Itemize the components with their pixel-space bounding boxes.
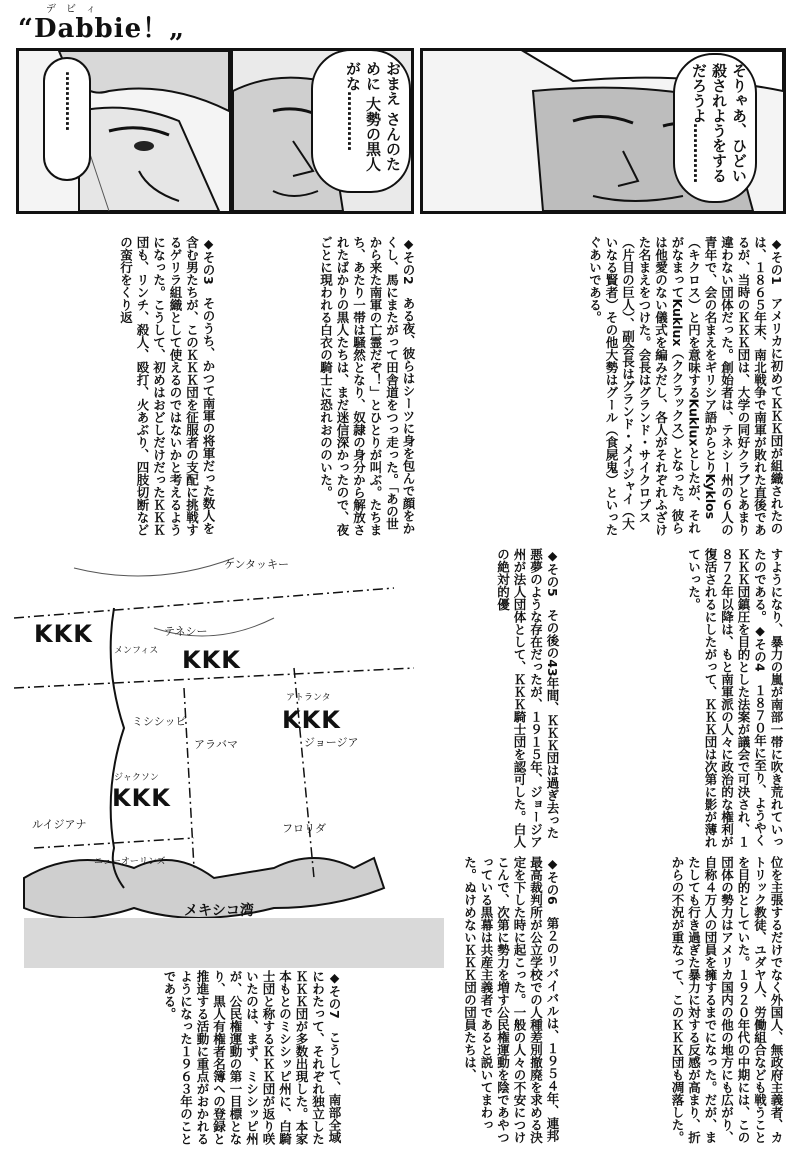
map-label-atlanta: アトランタ (286, 693, 331, 703)
speech-bubble-middle: おまえ さんのために 大勢の黒人 がな………… (311, 49, 411, 193)
text-column-3: ◆その3 そのうち、かつて南軍の将軍だった数人を含む男たちが、このＫＫＫ団を征服者の支配に挑戦するゲリラ組織として使えるのではないかと考えるようになった。こうして、初めはおどしだけだったＫＫＫ団も、リンチ、殺人、殴打、火あぶり、四肢切断などの蛮行をくり返 (118, 236, 216, 536)
map-label-tennessee: テネシー (164, 625, 208, 638)
map-label-kentucky: ケンタッキー (224, 558, 290, 571)
map-label-jackson: ジャクソン (114, 773, 159, 783)
text-column-1: ◆その1 アメリカに初めてＫＫＫ団が組織されたのは、１８６５年末、南北戦争で南軍が敗れた直後であるが、当時のＫＫＫ団は、大学の同好クラブとあまり違わない団体だった。創始者は、テネシー州の６人の青年で、会の名まえをギリシア語からとりKyklos（キクロス）と円を意味するKukluxとしたが、それがなまってKuklux（ククラックス）となった。彼らは他愛のない儀式を編みだし、各人がそれぞれふざけた名まえをつけた。会長はグランド・サイクロプス（片目の巨人）、副会長はグランド・メイジャイ（大いなる賢者）その他大勢はグール（食屍鬼）といったぐあいである。 (587, 236, 784, 536)
page-title: “Dabbie！„ (18, 14, 186, 44)
text-column-8: ◆その7 こうして、南部全域にわたって、それぞれ独立したＫＫＫ団が多数出現した。本家本もとのミシシッピ州に、白騎士団と称するＫＫＫ団が返り咲いたのは、まず、ミシシッピ州が、公民権運動の第一目標となり、黒人有権者名簿への登録と推進する活動に重点がおかれるようになった１９６３年のことである。 (162, 970, 342, 1145)
comic-panel-middle (230, 48, 414, 214)
speech-bubble-left: ………… (43, 57, 91, 181)
text-column-7: ◆その6 第２のリバイバルは、１９５４年、連邦最高裁判所が公立学校での人種差別撤廃を求める決定を下した時に起こった。一般の人々の不安につけこんで、次第に勢力を増す公民権運動を陰であやつっている黒幕は共産主義者であると説いてまわった。ぬけめないＫＫＫ団の団員たちは、 (462, 856, 560, 1144)
kkk-marker-west: KKK (34, 620, 93, 648)
map-label-new-orleans: ニューオーリンズ (94, 857, 166, 867)
speech-bubble-right: そりゃあ、ひどい 殺されようをする だろうよ………… (673, 53, 757, 203)
text-column-5: ◆その5 その後の43年間、ＫＫＫ団は過ぎ去った悪夢のような存在だったが、１９１５年、ジョージア州が法人団体として、ＫＫＫ騎士団を認可した。白人の絶対的優 (495, 548, 560, 848)
map-label-georgia: ジョージア (304, 736, 359, 749)
kkk-marker-atlanta: KKK (282, 706, 341, 734)
map-label-florida: フロリダ (282, 822, 326, 835)
map-label-gulf: メキシコ湾 (184, 903, 254, 919)
map-label-louisiana: ルイジアナ (32, 818, 87, 831)
title-ruby: デビィ (46, 4, 106, 15)
text-column-4: すようになり、暴力の嵐が南部一帯に吹き荒れていったのである。◆その4 １８７０年に至り、ようやくＫＫＫ団鎮圧を目的とした法案が議会で可決され、１８７２年以降は、もと南軍派の人々に政治的な権利が復活されるにしたがって、ＫＫＫ団は次第に影が薄れていった。 (686, 548, 784, 848)
comic-panel-right (420, 48, 786, 214)
kkk-marker-jackson: KKK (112, 784, 171, 812)
map-label-memphis: メンフィス (114, 646, 159, 656)
kkk-marker-memphis: KKK (182, 646, 241, 674)
text-column-2: ◆その2 ある夜、彼らはシーツに身を包んで顔をかくし、馬にまたがって田舎道をつっ走った。「あの世から来た南軍の亡霊だぞ！」とひとりが叫ぶ。たちまち、あたり一帯は騒然となり、奴隷の身分から解放されたばかりの黒人たちは、まだ迷信深かったので、夜ごとに現われる白衣の騎士に恐れおののいた。 (318, 236, 416, 536)
comic-panel-left (16, 48, 232, 214)
map-label-mississippi: ミシシッピ (132, 715, 187, 728)
map-label-alabama: アラバマ (194, 738, 238, 751)
text-column-6: 位を主張するだけでなく外国人、無政府主義者、カトリック教徒、ユダヤ人、労働組合なども戦うことを目的としていた。１９２０年代の中期には、この団体の勢力はアメリカ国内の他の地方にも広がり、自称４万人の団員を擁するまでになった。だが、またしても行き過ぎた暴力に対する反感が高まり、折からの不況が重なって、このＫＫＫ団も凋落した。 (670, 856, 784, 1144)
